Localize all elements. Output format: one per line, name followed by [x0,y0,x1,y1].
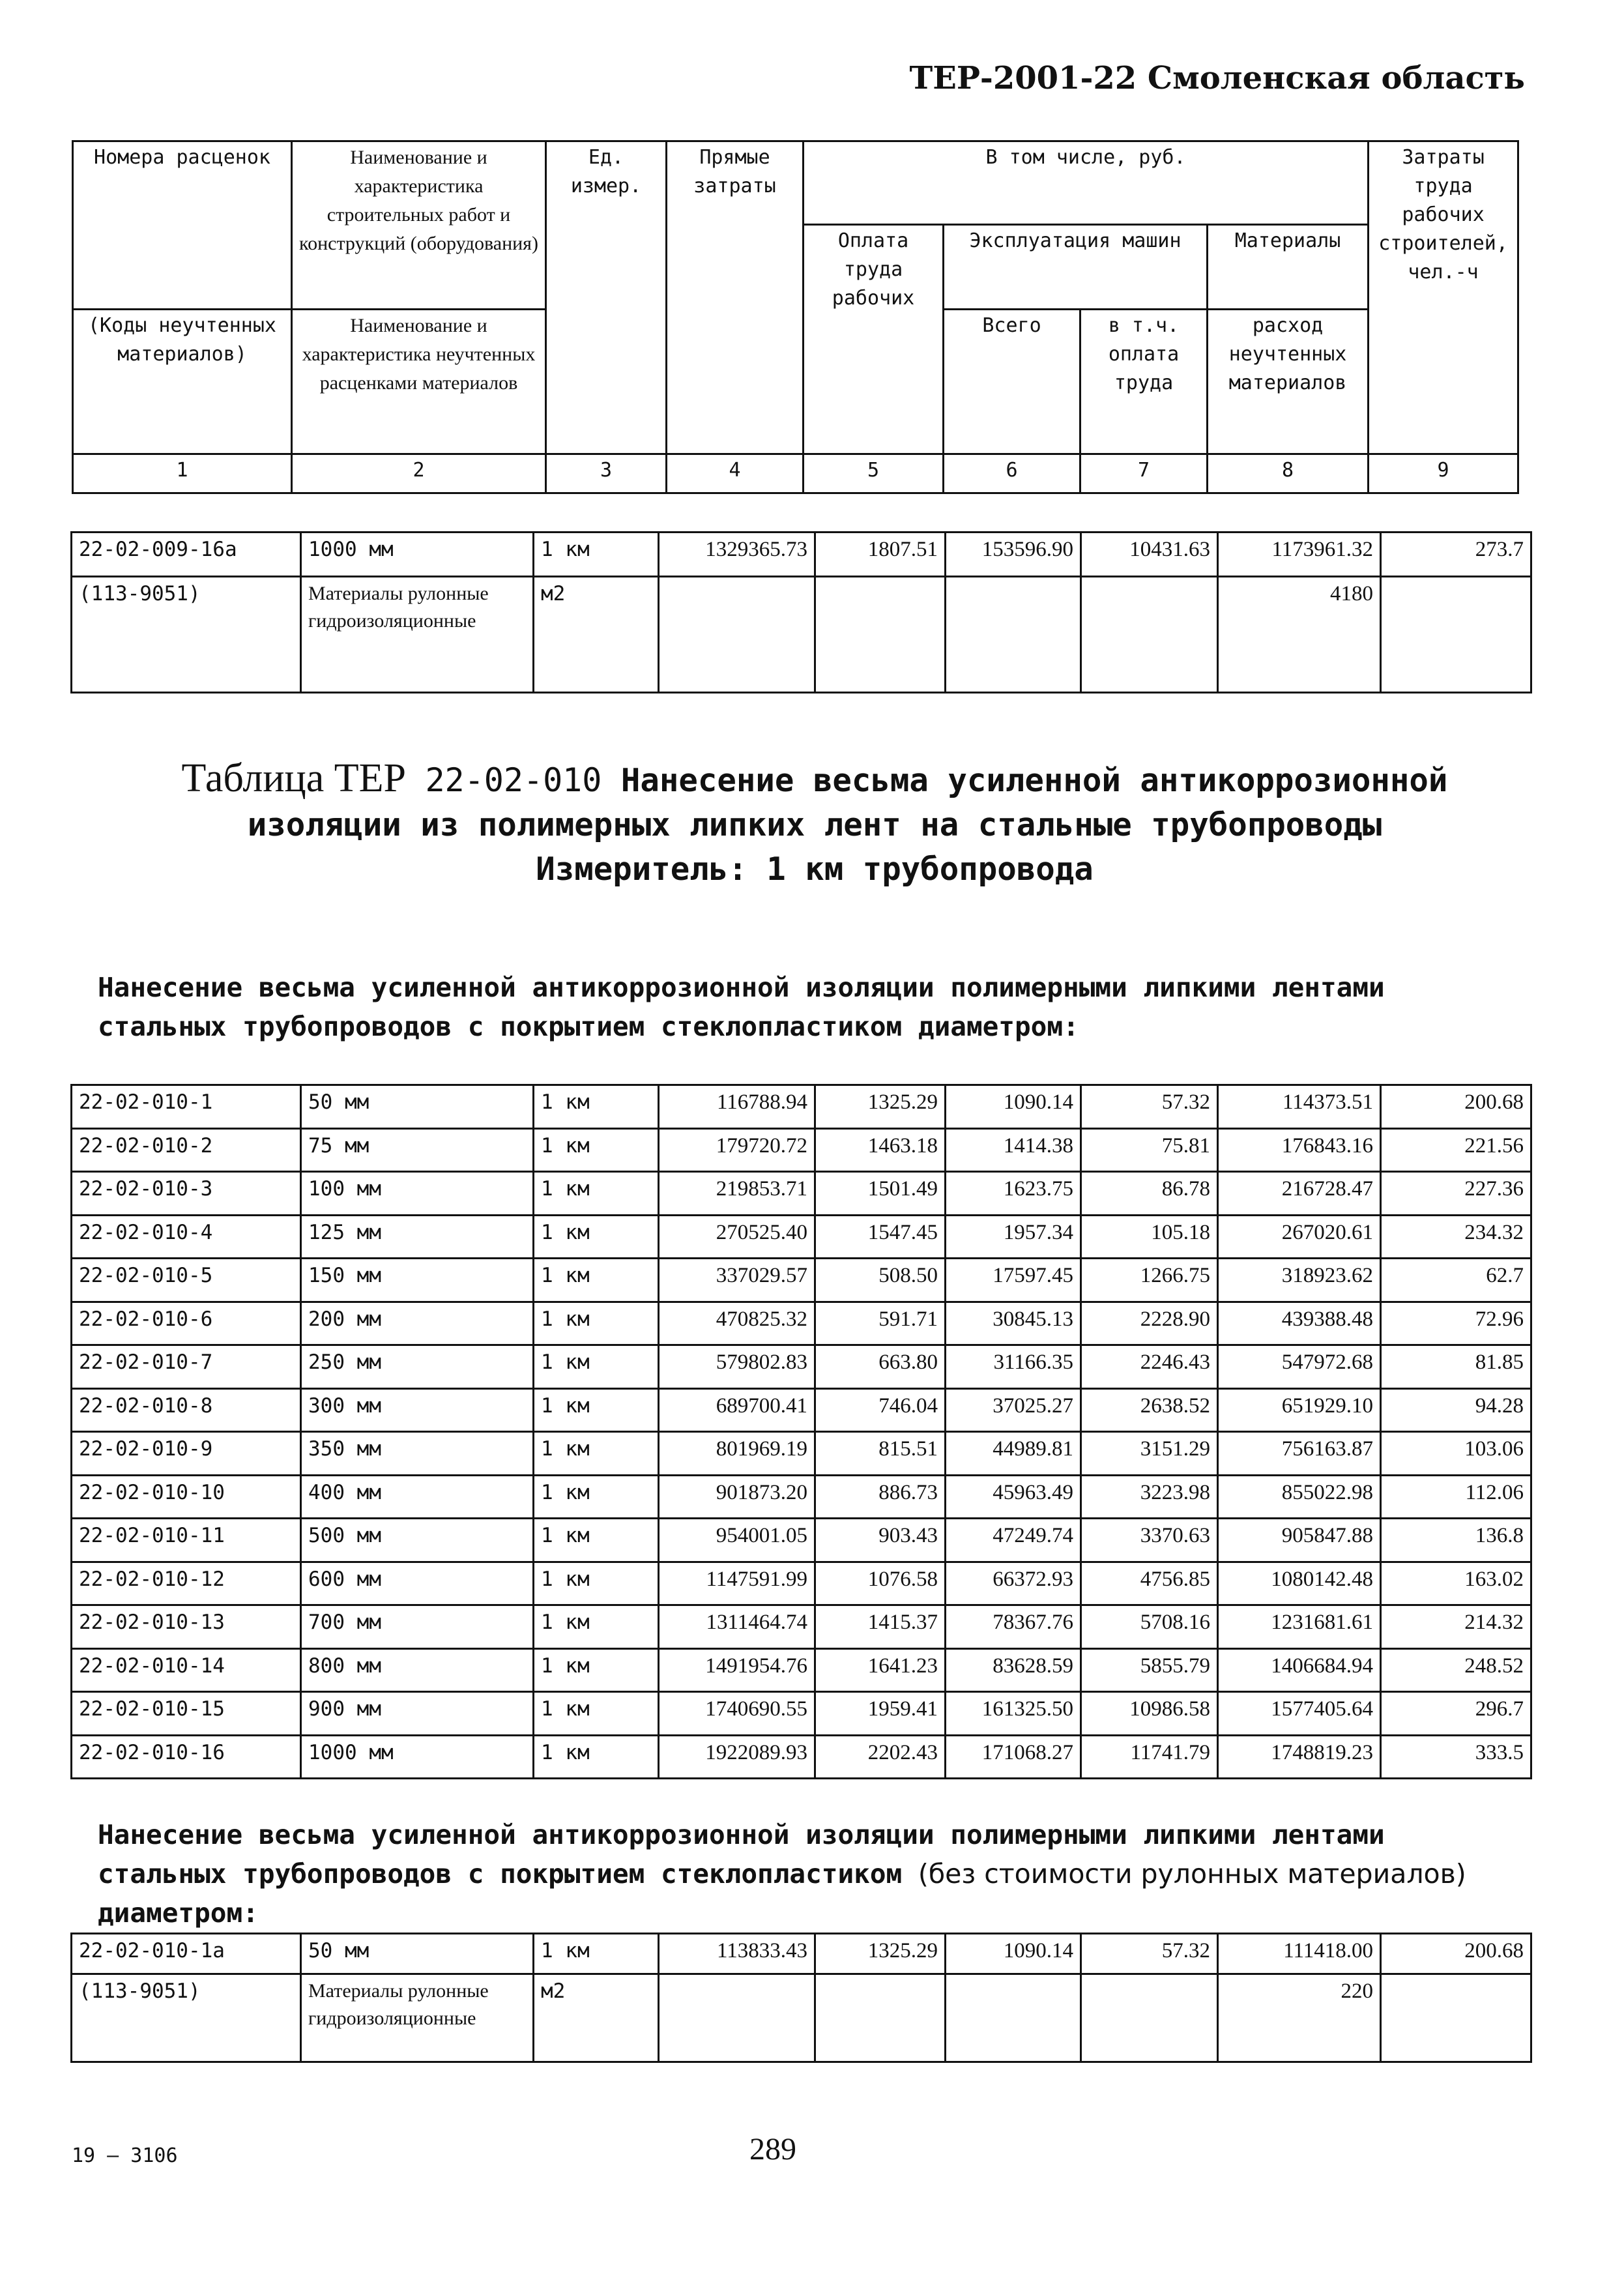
direct-costs: 801969.19 [659,1432,815,1476]
materials: 439388.48 [1218,1302,1381,1345]
col-number: 3 [546,454,667,493]
labor-pay: 1807.51 [815,533,946,577]
col-number: 4 [667,454,804,493]
machines-total: 45963.49 [946,1475,1081,1519]
material-row [72,1974,1531,2062]
direct-costs: 470825.32 [659,1302,815,1345]
materials: 111418.00 [1218,1934,1381,1974]
machines-total: 47249.74 [946,1519,1081,1562]
material-row [72,577,1531,693]
col7-header: в т.ч. оплата труда [1080,310,1208,454]
table-row [72,1388,1531,1432]
labor-hours: 200.68 [1381,1085,1531,1129]
unit: 1 км [534,1519,659,1562]
work-name: 800 мм [301,1648,534,1692]
machines-total: 37025.27 [946,1388,1081,1432]
work-name: 300 мм [301,1388,534,1432]
labor-hours: 62.7 [1381,1259,1531,1302]
labor-hours: 94.28 [1381,1388,1531,1432]
machines-labor: 3370.63 [1081,1519,1218,1562]
material-code: (113-9051) [72,577,301,693]
footer-code: 19 – 3106 [72,2144,178,2167]
labor-hours: 103.06 [1381,1432,1531,1476]
work-name: 1000 мм [301,533,534,577]
labor-pay: 903.43 [815,1519,946,1562]
table-row [72,1128,1531,1172]
labor-hours: 248.52 [1381,1648,1531,1692]
machines-labor: 57.32 [1081,1934,1218,1974]
machines-labor: 1266.75 [1081,1259,1218,1302]
rate-code: 22-02-010-11 [72,1519,301,1562]
materials: 1231681.61 [1218,1605,1381,1649]
rate-code: 22-02-010-13 [72,1605,301,1649]
table-row [72,1692,1531,1736]
direct-costs: 337029.57 [659,1259,815,1302]
unit: 1 км [534,1345,659,1389]
table-row [72,1605,1531,1649]
work-name: 50 мм [301,1085,534,1129]
machines-labor: 2246.43 [1081,1345,1218,1389]
direct-costs: 219853.71 [659,1172,815,1216]
labor-pay: 1959.41 [815,1692,946,1736]
labor-hours: 81.85 [1381,1345,1531,1389]
direct-costs: 1147591.99 [659,1562,815,1605]
previous-table [70,531,1532,693]
table-row [72,1432,1531,1476]
table-title [98,756,1531,892]
direct-costs: 1311464.74 [659,1605,815,1649]
section2-text-part1: Нанесение весьма усиленной антикоррозионной изоляции полимерными липкими лентами стальных трубопроводов с покрытием стеклопластиком [98,1819,1385,1890]
material-name: Материалы рулонные гидроизоляционные [301,1974,534,2062]
table-row [72,1735,1531,1779]
labor-hours: 163.02 [1381,1562,1531,1605]
materials: 1748819.23 [1218,1735,1381,1779]
material-name: Материалы рулонные гидроизоляционные [301,577,534,693]
work-name: 150 мм [301,1259,534,1302]
col4-header: Прямые затраты [667,141,804,454]
materials: 905847.88 [1218,1519,1381,1562]
direct-costs: 954001.05 [659,1519,815,1562]
col-number: 5 [804,454,944,493]
machines-total: 30845.13 [946,1302,1081,1345]
direct-costs: 579802.83 [659,1345,815,1389]
table-row [72,1085,1531,1129]
machines-labor: 5855.79 [1081,1648,1218,1692]
machines-total: 1623.75 [946,1172,1081,1216]
section1-table [70,1084,1532,1779]
col2-header-top: Наименование и характеристика строительных работ и конструкций (оборудования) [292,141,546,310]
table-row [72,1172,1531,1216]
machines-labor: 75.81 [1081,1128,1218,1172]
machines-header: Эксплуатация машин [944,225,1208,310]
labor-hours: 214.32 [1381,1605,1531,1649]
work-name: 900 мм [301,1692,534,1736]
rate-code: 22-02-010-14 [72,1648,301,1692]
materials: 318923.62 [1218,1259,1381,1302]
machines-total: 1414.38 [946,1128,1081,1172]
machines-labor: 10431.63 [1081,533,1218,577]
unit: 1 км [534,1432,659,1476]
rate-code: 22-02-010-15 [72,1692,301,1736]
material-code: (113-9051) [72,1974,301,2062]
machines-total: 153596.90 [946,533,1081,577]
direct-costs: 1329365.73 [659,533,815,577]
direct-costs: 1740690.55 [659,1692,815,1736]
table-title-prefix: Таблица ТЕР [181,756,406,800]
rate-code: 22-02-010-2 [72,1128,301,1172]
work-name: 700 мм [301,1605,534,1649]
labor-hours: 112.06 [1381,1475,1531,1519]
labor-hours: 221.56 [1381,1128,1531,1172]
labor-hours: 273.7 [1381,533,1531,577]
labor-pay: 591.71 [815,1302,946,1345]
labor-hours: 234.32 [1381,1215,1531,1259]
labor-pay: 508.50 [815,1259,946,1302]
including-header: В том числе, руб. [804,141,1369,225]
work-name: 75 мм [301,1128,534,1172]
materials: 855022.98 [1218,1475,1381,1519]
unit: 1 км [534,1934,659,1974]
machines-labor: 2228.90 [1081,1302,1218,1345]
table-row [72,1648,1531,1692]
rate-code: 22-02-010-1а [72,1934,301,1974]
work-name: 500 мм [301,1519,534,1562]
labor-pay: 1325.29 [815,1934,946,1974]
machines-total: 1090.14 [946,1085,1081,1129]
labor-pay: 1547.45 [815,1215,946,1259]
table-row [72,1475,1531,1519]
labor-pay: 1325.29 [815,1085,946,1129]
labor-pay: 1641.23 [815,1648,946,1692]
machines-labor: 3223.98 [1081,1475,1218,1519]
section2-table [70,1933,1532,2063]
labor-pay: 746.04 [815,1388,946,1432]
unit: 1 км [534,1388,659,1432]
rate-code: 22-02-010-9 [72,1432,301,1476]
section2-text-part2: (без стоимости рулонных материалов) [918,1858,1466,1890]
materials: 114373.51 [1218,1085,1381,1129]
machines-total: 66372.93 [946,1562,1081,1605]
unit: 1 км [534,1605,659,1649]
labor-hours: 136.8 [1381,1519,1531,1562]
unit: 1 км [534,1692,659,1736]
table-row [72,1562,1531,1605]
direct-costs: 1491954.76 [659,1648,815,1692]
table-row [72,1934,1531,1974]
labor-pay: 2202.43 [815,1735,946,1779]
col-number: 8 [1208,454,1369,493]
col5-header: Оплата труда рабочих [804,225,944,454]
machines-labor: 5708.16 [1081,1605,1218,1649]
machines-total: 17597.45 [946,1259,1081,1302]
column-header-table [72,140,1519,494]
unit: 1 км [534,1648,659,1692]
table-measure: Измеритель: 1 км трубопровода [536,851,1094,888]
labor-pay: 1463.18 [815,1128,946,1172]
materials: 1406684.94 [1218,1648,1381,1692]
unit: 1 км [534,1735,659,1779]
machines-labor: 86.78 [1081,1172,1218,1216]
machines-labor: 11741.79 [1081,1735,1218,1779]
materials: 1080142.48 [1218,1562,1381,1605]
unit: 1 км [534,1562,659,1605]
machines-total: 171068.27 [946,1735,1081,1779]
col-number: 1 [73,454,292,493]
materials: 216728.47 [1218,1172,1381,1216]
machines-labor: 10986.58 [1081,1692,1218,1736]
machines-labor: 57.32 [1081,1085,1218,1129]
materials: 756163.87 [1218,1432,1381,1476]
col9-header: Затраты труда рабочих строителей, чел.-ч [1369,141,1518,454]
direct-costs: 179720.72 [659,1128,815,1172]
unit: 1 км [534,1302,659,1345]
machines-total: 1090.14 [946,1934,1081,1974]
table-row [72,533,1531,577]
labor-pay: 1076.58 [815,1562,946,1605]
machines-total: 1957.34 [946,1215,1081,1259]
materials: 1173961.32 [1218,533,1381,577]
work-name: 350 мм [301,1432,534,1476]
materials: 651929.10 [1218,1388,1381,1432]
machines-labor: 2638.52 [1081,1388,1218,1432]
col8-header-top: Материалы [1208,225,1369,310]
machines-total: 31166.35 [946,1345,1081,1389]
labor-pay: 1501.49 [815,1172,946,1216]
labor-pay: 886.73 [815,1475,946,1519]
direct-costs: 1922089.93 [659,1735,815,1779]
table-title-text: Нанесение весьма усиленной антикоррозионной изоляции из полимерных липких лент на стальные трубопроводы [247,762,1448,843]
rate-code: 22-02-010-3 [72,1172,301,1216]
col8-header-bottom: расход неучтенных материалов [1208,310,1369,454]
rate-code: 22-02-010-16 [72,1735,301,1779]
material-unit: м2 [534,577,659,693]
table-row [72,1302,1531,1345]
machines-total: 161325.50 [946,1692,1081,1736]
labor-hours: 333.5 [1381,1735,1531,1779]
unit: 1 км [534,1128,659,1172]
page-number: 289 [749,2132,796,2167]
work-name: 100 мм [301,1172,534,1216]
machines-total: 44989.81 [946,1432,1081,1476]
rate-code: 22-02-010-10 [72,1475,301,1519]
material-unit: м2 [534,1974,659,2062]
rate-code: 22-02-010-4 [72,1215,301,1259]
materials: 267020.61 [1218,1215,1381,1259]
col6-header: Всего [944,310,1080,454]
rate-code: 22-02-010-6 [72,1302,301,1345]
table-row [72,1259,1531,1302]
table-code: 22-02-010 [425,761,602,799]
work-name: 50 мм [301,1934,534,1974]
rate-code: 22-02-010-8 [72,1388,301,1432]
direct-costs: 901873.20 [659,1475,815,1519]
work-name: 250 мм [301,1345,534,1389]
direct-costs: 116788.94 [659,1085,815,1129]
table-row [72,1345,1531,1389]
col-number: 7 [1080,454,1208,493]
col-number: 2 [292,454,546,493]
document-header: ТЕР-2001-22 Смоленская область [909,60,1525,96]
rate-code: 22-02-009-16а [72,533,301,577]
col1-header-top: Номера расценок [73,141,292,310]
work-name: 125 мм [301,1215,534,1259]
unit: 1 км [534,1475,659,1519]
section1-heading: Нанесение весьма усиленной антикоррозионной изоляции полимерными липкими лентами стальных трубопроводов с покрытием стеклопластиком диаметром: [98,972,1385,1042]
material-qty: 4180 [1218,577,1381,693]
materials: 1577405.64 [1218,1692,1381,1736]
rate-code: 22-02-010-5 [72,1259,301,1302]
rate-code: 22-02-010-7 [72,1345,301,1389]
rate-code: 22-02-010-1 [72,1085,301,1129]
labor-pay: 815.51 [815,1432,946,1476]
unit: 1 км [534,1172,659,1216]
section2-text-part3: диаметром: [98,1897,259,1929]
direct-costs: 689700.41 [659,1388,815,1432]
work-name: 600 мм [301,1562,534,1605]
table-row [72,1519,1531,1562]
col3-header: Ед. измер. [546,141,667,454]
labor-hours: 72.96 [1381,1302,1531,1345]
rate-code: 22-02-010-12 [72,1562,301,1605]
unit: 1 км [534,533,659,577]
work-name: 400 мм [301,1475,534,1519]
work-name: 1000 мм [301,1735,534,1779]
material-qty: 220 [1218,1974,1381,2062]
unit: 1 км [534,1085,659,1129]
machines-labor: 4756.85 [1081,1562,1218,1605]
machines-total: 78367.76 [946,1605,1081,1649]
direct-costs: 113833.43 [659,1934,815,1974]
col-number: 6 [944,454,1080,493]
col1-header-bottom: (Коды неучтенных материалов) [73,310,292,454]
section2-heading [98,1815,1525,1933]
unit: 1 км [534,1215,659,1259]
labor-hours: 227.36 [1381,1172,1531,1216]
labor-pay: 663.80 [815,1345,946,1389]
materials: 547972.68 [1218,1345,1381,1389]
machines-labor: 3151.29 [1081,1432,1218,1476]
machines-total: 83628.59 [946,1648,1081,1692]
table-row [72,1215,1531,1259]
labor-hours: 296.7 [1381,1692,1531,1736]
materials: 176843.16 [1218,1128,1381,1172]
labor-pay: 1415.37 [815,1605,946,1649]
work-name: 200 мм [301,1302,534,1345]
col-number: 9 [1369,454,1518,493]
col2-header-bottom: Наименование и характеристика неучтенных расценками материалов [292,310,546,454]
machines-labor: 105.18 [1081,1215,1218,1259]
unit: 1 км [534,1259,659,1302]
labor-hours: 200.68 [1381,1934,1531,1974]
direct-costs: 270525.40 [659,1215,815,1259]
